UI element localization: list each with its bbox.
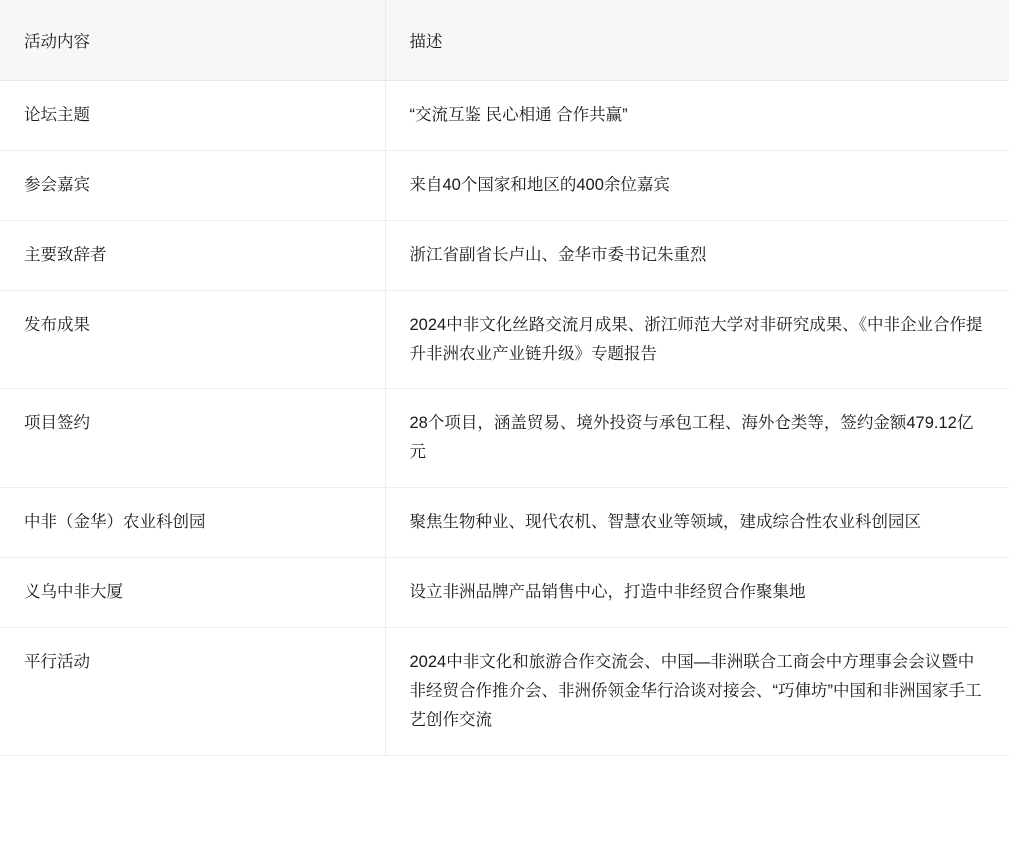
- table-row: [0, 220, 1009, 290]
- cell-description: “交流互鉴 民心相通 合作共赢”: [385, 81, 1009, 151]
- cell-activity: 主要致辞者: [0, 220, 385, 290]
- table-header-row: [0, 0, 1009, 81]
- table-row: [0, 627, 1009, 755]
- cell-description: 设立非洲品牌产品销售中心，打造中非经贸合作聚集地: [385, 558, 1009, 628]
- table-header: [0, 0, 1009, 81]
- column-header-activity: 活动内容: [0, 0, 385, 81]
- cell-activity: 论坛主题: [0, 81, 385, 151]
- cell-activity: 平行活动: [0, 627, 385, 755]
- cell-description: 28个项目，涵盖贸易、境外投资与承包工程、海外仓类等，签约金额479.12亿元: [385, 389, 1009, 488]
- table-row: [0, 81, 1009, 151]
- column-header-description: 描述: [385, 0, 1009, 81]
- table-row: [0, 150, 1009, 220]
- cell-description: 2024中非文化丝路交流月成果、浙江师范大学对非研究成果、《中非企业合作提升非洲农业产业链升级》专题报告: [385, 290, 1009, 389]
- table-row: [0, 290, 1009, 389]
- cell-activity: 项目签约: [0, 389, 385, 488]
- table-row: [0, 558, 1009, 628]
- cell-activity: 参会嘉宾: [0, 150, 385, 220]
- table-row: [0, 488, 1009, 558]
- table-row: [0, 389, 1009, 488]
- cell-description: 来自40个国家和地区的400余位嘉宾: [385, 150, 1009, 220]
- table-body: [0, 81, 1009, 756]
- cell-description: 聚焦生物种业、现代农机、智慧农业等领域，建成综合性农业科创园区: [385, 488, 1009, 558]
- cell-activity: 中非（金华）农业科创园: [0, 488, 385, 558]
- cell-activity: 义乌中非大厦: [0, 558, 385, 628]
- cell-description: 2024中非文化和旅游合作交流会、中国—非洲联合工商会中方理事会会议暨中非经贸合作推介会、非洲侨领金华行洽谈对接会、“巧俥坊”中国和非洲国家手工艺创作交流: [385, 627, 1009, 755]
- cell-activity: 发布成果: [0, 290, 385, 389]
- cell-description: 浙江省副省长卢山、金华市委书记朱重烈: [385, 220, 1009, 290]
